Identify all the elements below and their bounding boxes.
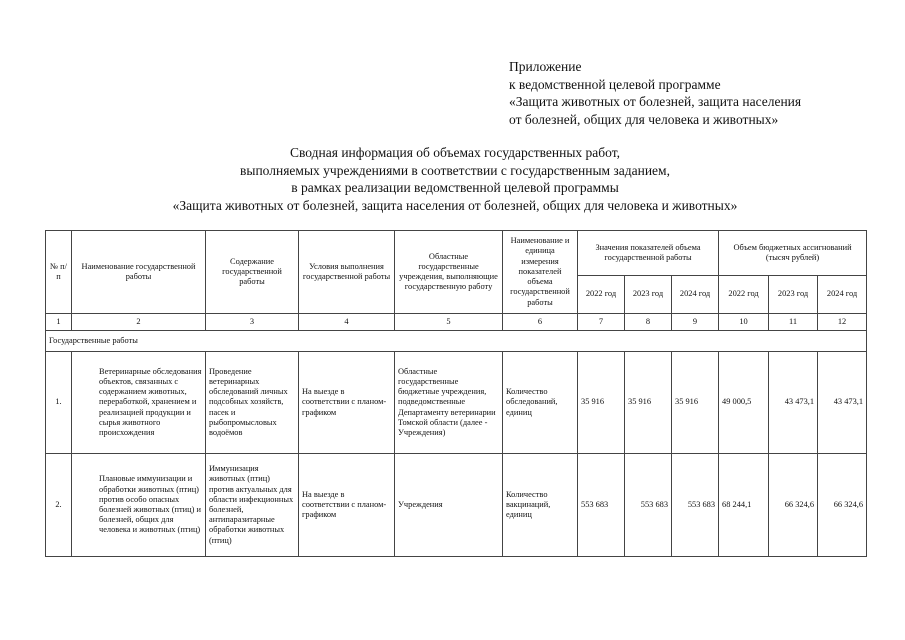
title-line: Сводная информация об объемах государственных работ, — [290, 145, 620, 160]
column-number: 9 — [672, 314, 719, 331]
column-number: 8 — [625, 314, 672, 331]
header-name: Наименование государственной работы — [72, 231, 206, 314]
summary-table — [45, 230, 867, 557]
appendix-line: «Защита животных от болезней, защита населения — [509, 94, 802, 109]
row-value-2022: 35 916 — [578, 352, 625, 454]
table-row — [46, 352, 867, 454]
title-line: в рамках реализации ведомственной целевой программы — [291, 180, 619, 195]
row-budget-2022: 49 000,5 — [719, 352, 769, 454]
row-budget-2023: 66 324,6 — [769, 454, 818, 557]
row-name: Ветеринарные обследования объектов, связанных с содержанием животных, переработкой, хранением и реализацией продукции и сырья животного происхождения — [72, 352, 206, 454]
row-num: 1. — [46, 352, 72, 454]
appendix-line: Приложение — [509, 59, 582, 74]
row-value-2024: 35 916 — [672, 352, 719, 454]
header-budget-group: Объем бюджетных ассигнований (тысяч рублей) — [719, 231, 867, 276]
appendix-note — [509, 58, 801, 128]
header-institutions: Областные государственные учреждения, выполняющие государственную работу — [395, 231, 503, 314]
title-line: выполняемых учреждениями в соответствии с государственным заданием, — [240, 162, 670, 178]
document-title — [45, 144, 865, 214]
column-number-row — [46, 314, 867, 331]
header-year: 2024 год — [672, 276, 719, 314]
appendix-line: к ведомственной целевой программе — [509, 76, 721, 92]
header-indicator: Наименование и единица измерения показателей объема государственной работы — [503, 231, 578, 314]
row-value-2022: 553 683 — [578, 454, 625, 557]
row-indicator: Количество обследований, единиц — [503, 352, 578, 454]
title-line: «Защита животных от болезней, защита населения от болезней, общих для человека и животных» — [172, 197, 738, 213]
column-number: 4 — [299, 314, 395, 331]
header-conditions: Условия выполнения государственной работы — [299, 231, 395, 314]
header-year: 2023 год — [625, 276, 672, 314]
row-budget-2023: 43 473,1 — [769, 352, 818, 454]
column-number: 5 — [395, 314, 503, 331]
table-row — [46, 454, 867, 557]
column-number: 3 — [206, 314, 299, 331]
header-year: 2022 год — [719, 276, 769, 314]
row-budget-2022: 68 244,1 — [719, 454, 769, 557]
column-number: 7 — [578, 314, 625, 331]
row-budget-2024: 43 473,1 — [818, 352, 867, 454]
header-year: 2023 год — [769, 276, 818, 314]
column-number: 11 — [769, 314, 818, 331]
row-name: Плановые иммунизации и обработки животных (птиц) против особо опасных болезней животных (птиц) и болезней, общих для человека и животных (птиц) — [72, 454, 206, 557]
row-num: 2. — [46, 454, 72, 557]
appendix-line: от болезней, общих для человека и животных» — [509, 111, 779, 127]
column-number: 12 — [818, 314, 867, 331]
row-institutions: Учреждения — [395, 454, 503, 557]
row-conditions: На выезде в соответствии с планом-графиком — [299, 454, 395, 557]
row-value-2023: 35 916 — [625, 352, 672, 454]
row-content: Иммунизация животных (птиц) против актуальных для области инфекционных болезней, антипаразитарные обработки животных (птиц) — [206, 454, 299, 557]
column-number: 10 — [719, 314, 769, 331]
header-year: 2022 год — [578, 276, 625, 314]
header-content: Содержание государственной работы — [206, 231, 299, 314]
header-values-group: Значения показателей объема государственной работы — [578, 231, 719, 276]
header-num: № п/п — [46, 231, 72, 314]
row-conditions: На выезде в соответствии с планом-графиком — [299, 352, 395, 454]
row-institutions: Областные государственные бюджетные учреждения, подведомственные Департаменту ветеринарии Томской области (далее - Учреждения) — [395, 352, 503, 454]
column-number: 6 — [503, 314, 578, 331]
row-content: Проведение ветеринарных обследований личных подсобных хозяйств, пасек и рыбопромысловых водоёмов — [206, 352, 299, 454]
column-number: 2 — [72, 314, 206, 331]
row-indicator: Количество вакцинаций, единиц — [503, 454, 578, 557]
row-value-2024: 553 683 — [672, 454, 719, 557]
column-number: 1 — [46, 314, 72, 331]
row-budget-2024: 66 324,6 — [818, 454, 867, 557]
row-value-2023: 553 683 — [625, 454, 672, 557]
section-label: Государственные работы — [46, 331, 867, 352]
header-year: 2024 год — [818, 276, 867, 314]
